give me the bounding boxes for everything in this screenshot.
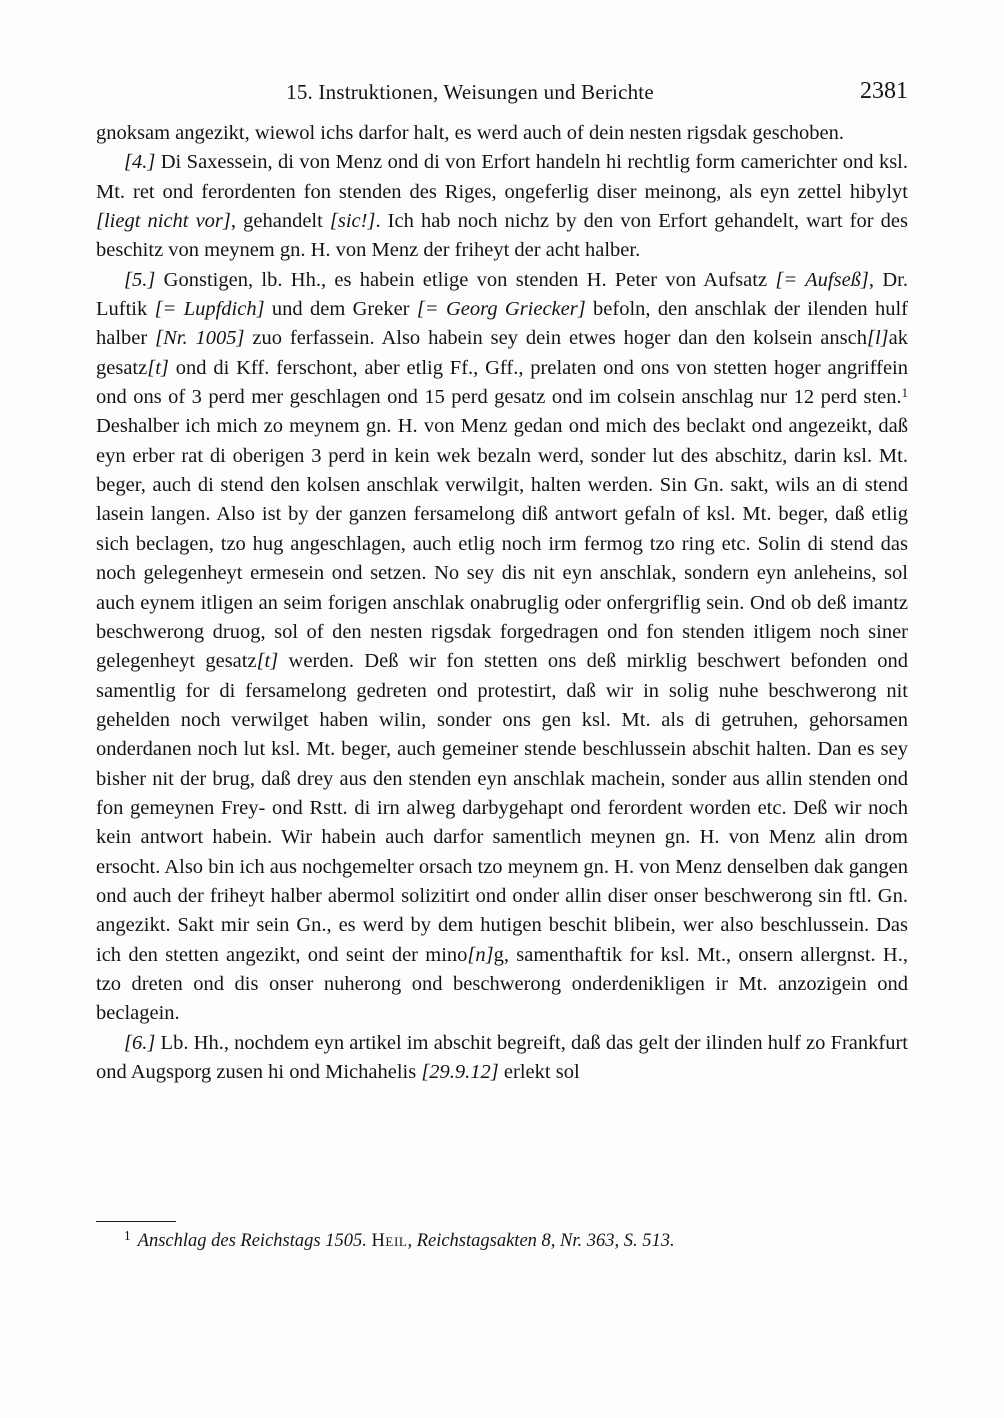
text-segment-regular: zuo ferfassein. Also habein sey dein etwes hoger dan den kolsein ansch — [244, 327, 867, 350]
text-segment-italic: [29.9.12] — [421, 1061, 499, 1083]
text-segment-sup: 1 — [901, 385, 908, 400]
paragraph — [96, 266, 908, 1029]
body-text — [96, 119, 908, 1087]
text-segment-regular: ak gesatz — [96, 327, 908, 379]
text-segment-regular: und dem Greker — [264, 298, 417, 321]
text-segment-italic: [= Georg Griecker] — [416, 298, 586, 321]
text-segment-regular: Gonstigen, lb. Hh., es habein etlige von stenden H. Peter von Aufsatz — [155, 268, 776, 291]
running-title: 15. Instruktionen, Weisungen und Berichte — [286, 80, 654, 104]
text-segment-regular: g, samenthaftik for ksl. Mt., onsern allergnst. H., tzo dreten ond dis onser nuherong ond beschwerong onderdenikligen ir Mt. anzozigein ond beclagein. — [96, 943, 908, 1025]
text-segment-regular: Lb. Hh., nochdem eyn artikel im abschit begreift, daß das gelt der ilinden hulf zo Frankfurt ond Augsporg zusen hi ond Michahelis — [96, 1031, 908, 1083]
text-segment-regular: , Dr. Luftik — [96, 268, 908, 321]
page-number: 2381 — [860, 78, 908, 104]
text-segment-italic: [sic!] — [329, 210, 376, 233]
text-segment-regular: Deshalber ich mich zo meynem gn. H. von Menz gedan ond mich des beclakt ond angezeikt, daß eyn erber rat di oberigen 3 perd in kein wek bezaln werd, sonder lut des abschitz, darin ksl. Mt. beger, auch di stend den kolsen anschlak verwilgit, halten werden. Sin Gn. sakt, wils an di stend lasein langen. Also ist by der ganzen fersamelong diß antwort gefaln of ksl. Mt. beger, daß etlig sich beclagen, tzo hug angeschlagen, auch etlig noch irm fermog tzo ring etc. Solin di stend das noch gelegenheyt ermesein ond setzen. No sey dis nit eyn anschlak, sondern eyn anleheins, sol auch eynem itligen an seim forigen anschlak onabruglig oder onfergriflig sein. Ond ob deß imantz beschwerong druog, sol of den nesten rigsdak forgedragen ond fon stenden itligem noch siner gelegenheyt gesatz — [96, 415, 908, 673]
text-segment-italic: [n] — [467, 943, 494, 966]
text-segment-italic: [= Aufseß] — [775, 268, 869, 291]
footnote-area — [96, 1221, 908, 1254]
footnote — [96, 1229, 908, 1254]
paragraph — [96, 1029, 908, 1088]
text-segment-smallcaps: Heil — [371, 1231, 408, 1251]
paragraph — [96, 148, 908, 265]
footnote-separator-rule — [96, 1221, 176, 1222]
text-segment-regular: ond di Kff. ferschont, aber etlig Ff., Gff., prelaten ond ons von stetten hoger angriffein ond ons of 3 perd mer geschlagen ond 15 perd gesatz ond im colsein anschlag nur 12 perd sten. — [96, 356, 908, 409]
text-segment-italic: [4.] — [124, 151, 156, 174]
text-segment-italic: [t] — [147, 356, 169, 379]
text-segment-regular: werden. Deß wir fon stetten ons deß mirklig beschwert befonden ond samentlig for di fersamelong gedreten ond protestirt, daß wir in solig nuhe beschwerong nit gehelden noch verwilget haben wilin, sonder ons gen ksl. Mt. als di getruhen, gehorsamen onderdanen noch lut ksl. Mt. beger, auch gemeiner stende beschlussein abschit halten. Dan es sey bisher nit der brug, daß drey aus den stenden eyn anschlak machein, sonder aus allin stenden ond fon gemeynen Frey- ond Rstt. di irn alweg darbygehapt ond ferordent worden etc. Deß wir noch kein antwort habein. Wir habein auch darfor samentlich meynen gn. H. von Menz alin drom ersocht. Also bin ich aus nochgemelter orsach tzo meynem gn. H. von Menz denselben dak gangen ond auch der friheyt halber abermol solizitirt ond onder allin diser onser beschwerong sin ftl. Gn. angezikt. Sakt mir sein Gn., es werd by dem hutigen beschit blibein, wer also beschlussein. Das ich den stetten angezikt, ond seint der mino — [96, 650, 908, 966]
text-segment-italic: [liegt nicht vor] — [96, 210, 231, 233]
text-segment-italic: [6.] — [124, 1031, 156, 1054]
text-segment-italic: [t] — [256, 650, 279, 673]
text-segment-italic: [Nr. 1005] — [155, 327, 245, 350]
text-segment-italic: [l] — [866, 327, 889, 350]
footnote-body — [138, 1231, 675, 1251]
text-segment-regular: erlekt sol — [498, 1061, 580, 1083]
text-segment-regular: . Ich hab noch nichz by den von Erfort gehandelt, wart for des beschitz von meynem gn. H. von Menz der friheyt der acht halber. — [96, 210, 908, 262]
text-segment-italic: , Reichstagsakten 8, Nr. 363, S. 513. — [407, 1231, 675, 1251]
text-segment-regular: , gehandelt — [230, 210, 330, 233]
footnote-marker: 1 — [124, 1228, 131, 1244]
text-segment-italic: [= Lupfdich] — [154, 298, 265, 321]
page-header — [96, 80, 908, 108]
text-segment-regular: befoln, den anschlak der ilenden hulf halber — [96, 298, 908, 350]
text-segment-italic: Anschlag des Reichstags 1505. — [137, 1231, 372, 1251]
paragraph — [96, 119, 908, 148]
text-segment-italic: [5.] — [124, 268, 156, 291]
text-segment-regular: Di Saxessein, di von Menz ond di von Erfort handeln hi rechtlig form camerichter ond ksl. Mt. ret ond ferordenten fon stenden des Riges, ongeferlig diser meinong, als eyn zettel hibylyt — [96, 151, 908, 203]
text-segment-regular: gnoksam angezikt, wiewol ichs darfor halt, es werd auch of dein nesten rigsdak geschoben. — [96, 122, 845, 144]
